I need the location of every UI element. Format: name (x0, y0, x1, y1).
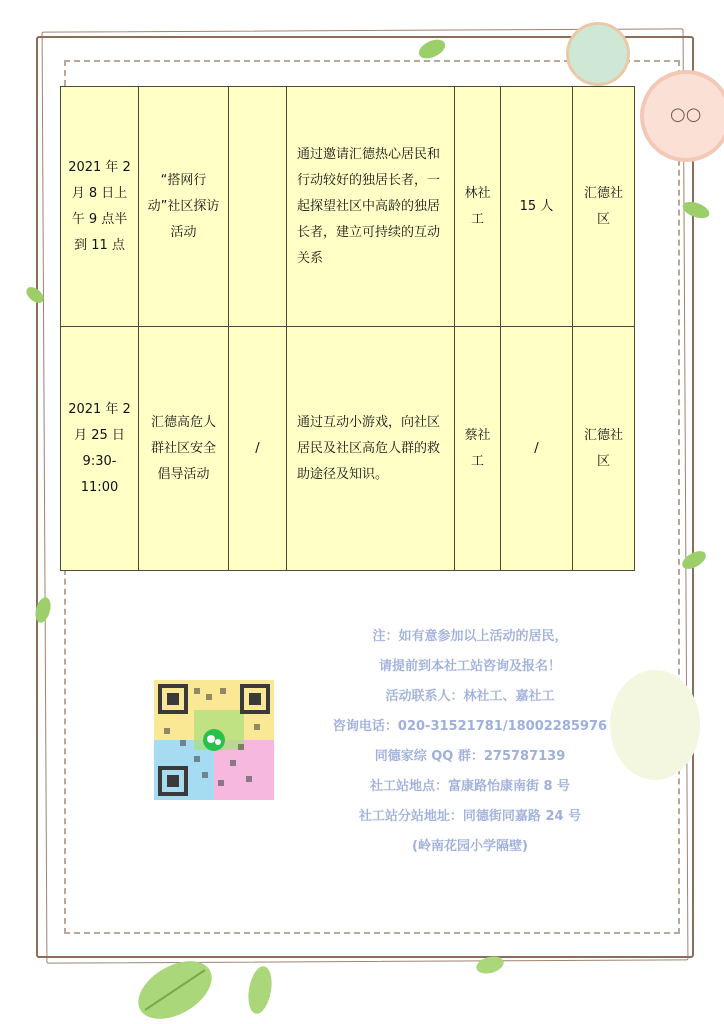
qq-group: 同德家综 QQ 群：275787139 (374, 749, 566, 764)
leaf-decoration (20, 280, 50, 310)
notice-block (300, 622, 640, 862)
activity-partner: / (229, 327, 287, 571)
contact-person: 活动联系人：林社工、嘉社工 (385, 689, 555, 704)
qr-code-image (154, 680, 274, 800)
donut-decoration-small (566, 22, 630, 86)
leaf-decoration (240, 960, 280, 1020)
leaf-decoration (130, 950, 220, 1024)
activity-staff: 蔡社工 (455, 327, 501, 571)
leaf-decoration (470, 950, 510, 980)
notice-line: 注：如有意参加以上活动的居民， (372, 629, 568, 644)
leaf-decoration (28, 590, 58, 630)
notice-line: 请提前到本社工站咨询及报名！ (378, 659, 561, 674)
table-row (61, 327, 635, 571)
activity-table (60, 86, 635, 571)
activity-count: / (501, 327, 573, 571)
activity-place: 汇德社区 (573, 327, 635, 571)
leaf-decoration (674, 540, 714, 580)
activity-staff: 林社工 (455, 87, 501, 327)
contact-phone: 咨询电话：020-31521781/18002285976 (332, 719, 608, 734)
activity-name: 汇德高危人群社区安全倡导活动 (139, 327, 229, 571)
activity-date: 2021 年 2 月 8 日上午 9 点半到 11 点 (61, 87, 139, 327)
branch-address: 社工站分站地址：同德街同嘉路 24 号 (358, 809, 582, 824)
station-address: 社工站地点：富康路怡康南街 8 号 (369, 779, 571, 794)
activity-name: “搭网行动”社区探访活动 (139, 87, 229, 327)
leaf-decoration (412, 34, 452, 64)
activity-content: 通过互动小游戏，向社区居民及社区高危人群的救助途径及知识。 (287, 327, 455, 571)
leaf-decoration (676, 190, 716, 230)
activity-content: 通过邀请汇德热心居民和行动较好的独居长者，一起探望社区中高龄的独居长者，建立可持续的互动关系 (287, 87, 455, 327)
activity-date: 2021 年 2 月 25 日 9:30-11:00 (61, 327, 139, 571)
table-row (61, 87, 635, 327)
activity-partner (229, 87, 287, 327)
activity-place: 汇德社区 (573, 87, 635, 327)
branch-note: (岭南花园小学隔壁) (412, 839, 528, 854)
donut-decoration-large: ○○ (640, 70, 724, 162)
activity-count: 15 人 (501, 87, 573, 327)
